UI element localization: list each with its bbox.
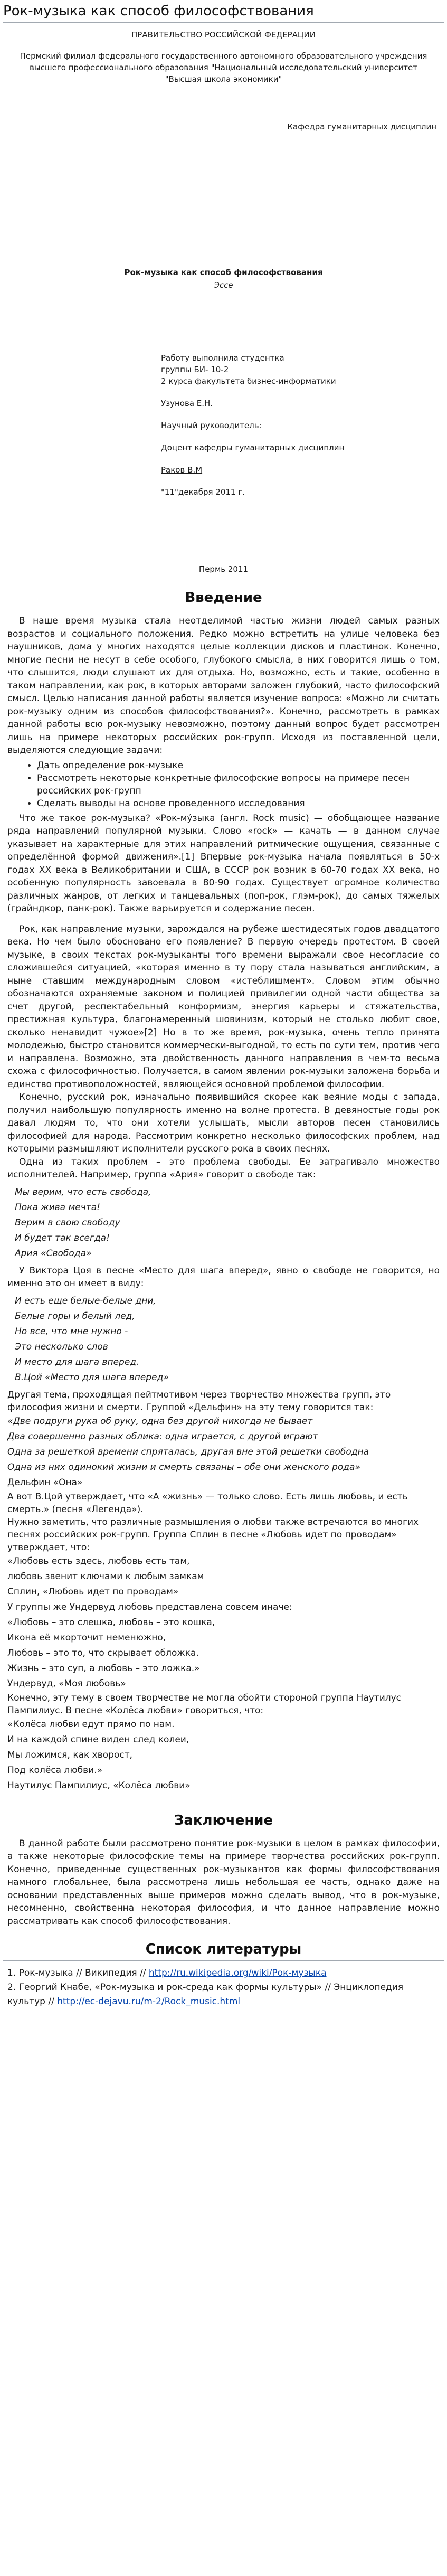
lyric-line: Верим в свою свободу — [15, 1217, 120, 1228]
author-name: Узунова Е.Н. — [161, 399, 213, 408]
advisor-position: Доцент кафедры гуманитарных дисциплин — [161, 443, 345, 452]
paragraph: У группы же Ундервуд любовь представлена совсем иначе: — [7, 1601, 292, 1612]
lyric-line: И есть еще белые-белые дни, — [15, 1295, 156, 1306]
reference-text: 2. Георгий Кнабе, «Рок-музыка и рок-среда как формы культуры» // Энциклопедия культур // — [7, 1982, 404, 2007]
government-name: ПРАВИТЕЛЬСТВО РОССИЙСКОЙ ФЕДЕРАЦИИ — [131, 30, 316, 40]
lyric-line: Жизнь – это суп, а любовь – это ложка.» — [7, 1663, 200, 1674]
lyric-line: Пока жива мечта! — [15, 1202, 100, 1213]
lyric-line: И на каждой спине виден след колеи, — [7, 1734, 189, 1745]
author-line: группы БИ- 10-2 — [161, 365, 229, 374]
lyric-line: Одна за решеткой времени спряталась, другая вне этой решетки свободна — [7, 1446, 369, 1457]
department-name: Кафедра гуманитарных дисциплин — [287, 122, 436, 131]
lyric-line: любовь звенит ключами к любым замкам — [7, 1571, 204, 1582]
title-page — [0, 30, 447, 574]
advisor-label: Научный руководитель: — [161, 421, 262, 430]
author-line: Работу выполнила студентка — [161, 353, 284, 363]
section-heading-introduction: Введение — [185, 590, 262, 606]
lyric-attribution: Ария «Свобода» — [15, 1248, 92, 1259]
lyric-line: И место для шага вперед. — [15, 1356, 139, 1367]
paragraph: Рок, как направление музыки, зарождался на рубеже шестидесятых годов двадцатого века. Но чем было обосновано его появление? В первую очередь протестом. В своей музыке, в своих текстах рок-музыканты того времени выражали свое несогласие со сложившейся ситуацией, «которая именно в ту пору стала называться английским, а ныне ставшим международным словом «истеблишмент». Словом этим обычно обозначаются охраняемые законом и полицией привилегии одной части общества за счет другой, респектабельный конформизм, энергия карьеры и стяжательства, престижная культура, благонамеренный шовинизм, который не столько любит свое, сколько ненавидит чужое»[2] Но в то же время, рок-музыка, очень тепло принята молодежью, быстро становится коммерчески-выгодной, то есть по сути тем, против чего и направлена. Возможно, эта двойственность данного направления в чем-то весьма схожа с философичностью. Получается, в самом явлении рок-музыки заложена борьба и единство противоположностей, являющейся основной проблемой философии. — [7, 923, 440, 1090]
reference-item — [7, 1966, 440, 1980]
paragraph: Другая тема, проходящая пейтмотивом через творчество множества групп, это философия жизни и смерти. Группой «Дельфин» на эту тему говорится так: — [7, 1389, 391, 1413]
section-divider — [3, 1960, 444, 1961]
lyric-line: И будет так всегда! — [15, 1232, 110, 1243]
advisor-name: Раков В.М — [161, 465, 203, 475]
page-title: Рок-музыка как способ философствования — [3, 3, 314, 19]
references-section — [0, 1941, 447, 2009]
title-divider — [3, 22, 444, 23]
paragraph: В данной работе были рассмотрено понятие рок-музыки в целом в рамках философии, а также некоторые философские темы на примере творчества российских рок-групп. Конечно, приведенные существенных рок-музыкантов как формы философствования намного глобальнее, была рассмотрена лишь небольшая ее часть, однако даже на основании представленных выше примеров можно сделать вывод, что в рок-музыке, несомненно, свойственна некоторая философия, и что данное направление можно рассматривать как способ философствования. — [7, 1838, 440, 1927]
paragraph: У Виктора Цоя в песне «Место для шага вперед», явно о свободе не говорится, но именно это он имеет в виду: — [7, 1265, 440, 1289]
author-info — [161, 352, 447, 498]
lyric-line: Мы ложимся, как хворост, — [7, 1749, 133, 1760]
lyric-attribution: В.Цой «Место для шага вперед» — [15, 1372, 169, 1383]
lyric-line: Это несколько слов — [15, 1341, 108, 1352]
lyric-attribution: Наутилус Пампилиус, «Колёса любви» — [7, 1780, 191, 1791]
lyric-line: Два совершенно разных облика: одна играется, с другой играют — [7, 1431, 318, 1442]
paragraph: Одна из таких проблем – это проблема свободы. Ее затрагивало множество исполнителей. Например, группа «Ария» говорит о свободе так: — [7, 1156, 440, 1180]
lyrics-block-aria — [15, 1185, 447, 1261]
lyric-line: Белые горы и белый лед, — [15, 1310, 135, 1322]
lyric-line: «Любовь есть здесь, любовь есть там, — [7, 1555, 190, 1567]
paragraph: В наше время музыка стала неотделимой частью жизни людей самых разных возрастов и социального положения. Редко можно встретить на улице человека без наушников, дома у многих находятся целые коллекции дисков и пластинок. Конечно, многие песни не несут в себе особого, глубокого смысла, в них говорится лишь о том, что слышится, люди слушают их для отдыха. Но, возможно, есть и такие, особенно в таком направлении, как рок, в которых авторами заложен глубокий, часто философский смысл. Целью написания данной работы является изучение вопроса: «Можно ли считать рок-музыку одним из способов философствования?». Конечно, рассмотреть в рамках данной работы всю рок-музыку невозможно, поэтому данный вопрос будет рассмотрен лишь на примере некоторых российских рок-групп. Исходя из поставленной цели, выделяются следующие задачи: — [7, 616, 440, 756]
list-item: • Дать определение рок-музыке — [37, 759, 447, 772]
lyrics-block-tsoi — [15, 1294, 447, 1385]
institution-line: Пермский филиал федерального государственного автономного образовательного учреждения — [20, 51, 427, 61]
section-heading-conclusion: Заключение — [174, 1812, 273, 1828]
lyric-line: Под колёса любви.» — [7, 1764, 103, 1776]
lyric-line: Мы верим, что есть свобода, — [15, 1186, 151, 1197]
reference-text: 1. Рок-музыка // Википедия // — [7, 1968, 149, 1978]
institution-line: высшего профессионального образования "Национальный исследовательский университет — [29, 63, 418, 72]
paragraph: Конечно, русский рок, изначально появившийся скорее как веяние моды с запада, получил наибольшую популярность именно на волне протеста. В девяностые годы рок давал людям то, что они хотели услышать, мысли авторов песен становились философией для народа. Рассмотрим конкретно несколько философских проблем, над которыми размышляют исполнители русского рока в своих песнях. — [7, 1092, 440, 1154]
submission-date: "11"декабря 2011 г. — [161, 487, 245, 497]
institution-name — [9, 50, 438, 85]
conclusion-section — [0, 1813, 447, 1928]
reference-link[interactable]: http://ec-dejavu.ru/m-2/Rock_music.html — [57, 1996, 241, 2007]
essay-genre: Эссе — [214, 280, 233, 290]
city-year: Пермь 2011 — [198, 564, 249, 574]
lyric-attribution: Дельфин «Она» — [7, 1477, 83, 1488]
reference-link[interactable]: http://ru.wikipedia.org/wiki/Рок-музыка — [148, 1968, 327, 1978]
lyric-line: «Две подруги рука об руку, одна без другой никогда не бывает — [7, 1416, 313, 1427]
lyric-line: Одна из них одинокий жизни и смерть связаны – обе они женского рода» — [7, 1461, 360, 1473]
section-heading-references: Список литературы — [145, 1941, 302, 1957]
institution-line: "Высшая школа экономики" — [165, 74, 282, 84]
paragraph: Что же такое рок-музыка? «Рок-му́зыка (англ. Rock music) — обобщающее название ряда направлений популярной музыки. Слово «rock» — качать — в данном случае указывает на характерные для этих направлений ритмические ощущения, связанные с определённой формой движения».[1] Впервые рок-музыка начала появляться в 50-х годах ХХ века в Великобритании и США, в СССР рок возник в 60-70 годах ХХ века, но особенную популярность завоевала в 80-90 годах. Существует огромное количество различных жанров, от легких и танцевальных (поп-рок, глэм-рок), до самых тяжелых (грайндкор, панк-рок). Также варьируется и содержание песен. — [7, 813, 440, 914]
list-item: • Сделать выводы на основе проведенного исследования — [37, 797, 447, 810]
essay-topic: Рок-музыка как способ философствования — [124, 268, 323, 277]
paragraph: А вот В.Цой утверждает, что «А «жизнь» — только слово. Есть лишь любовь, и есть смерть.» (песня «Легенда»). — [7, 1491, 408, 1515]
lyric-attribution: Ундервуд, «Моя любовь» — [7, 1678, 126, 1689]
introduction-section — [0, 590, 447, 1794]
list-item: • Рассмотреть некоторые конкретные философские вопросы на примере песен российских рок-групп — [37, 772, 447, 797]
lyric-line: Икона её мкорточит неменюжно, — [7, 1632, 166, 1643]
goals-list — [26, 759, 447, 810]
lyric-attribution: Сплин, «Любовь идет по проводам» — [7, 1586, 179, 1597]
paragraph: Конечно, эту тему в своем творчестве не могла обойти стороной группа Наутилус Пампилиус. В песне «Колёса любви» говориться, что: — [7, 1692, 402, 1716]
lyric-line: Любовь – это то, что скрывает обложка. — [7, 1647, 199, 1658]
lyric-line: «Колёса любви едут прямо по нам. — [7, 1719, 175, 1730]
paragraph: Нужно заметить, что различные размышления о любви также встречаются во многих песнях российских рок-групп. Группа Сплин в песне «Любовь идет по проводам» утверждает, что: — [7, 1516, 419, 1553]
lyric-line: «Любовь – это слешка, любовь – это кошка, — [7, 1617, 215, 1628]
reference-item — [7, 1980, 440, 2009]
author-line: 2 курса факультета бизнес-информатики — [161, 376, 336, 386]
lyric-line: Но все, что мне нужно - — [15, 1326, 128, 1337]
reference-list — [7, 1966, 440, 2009]
